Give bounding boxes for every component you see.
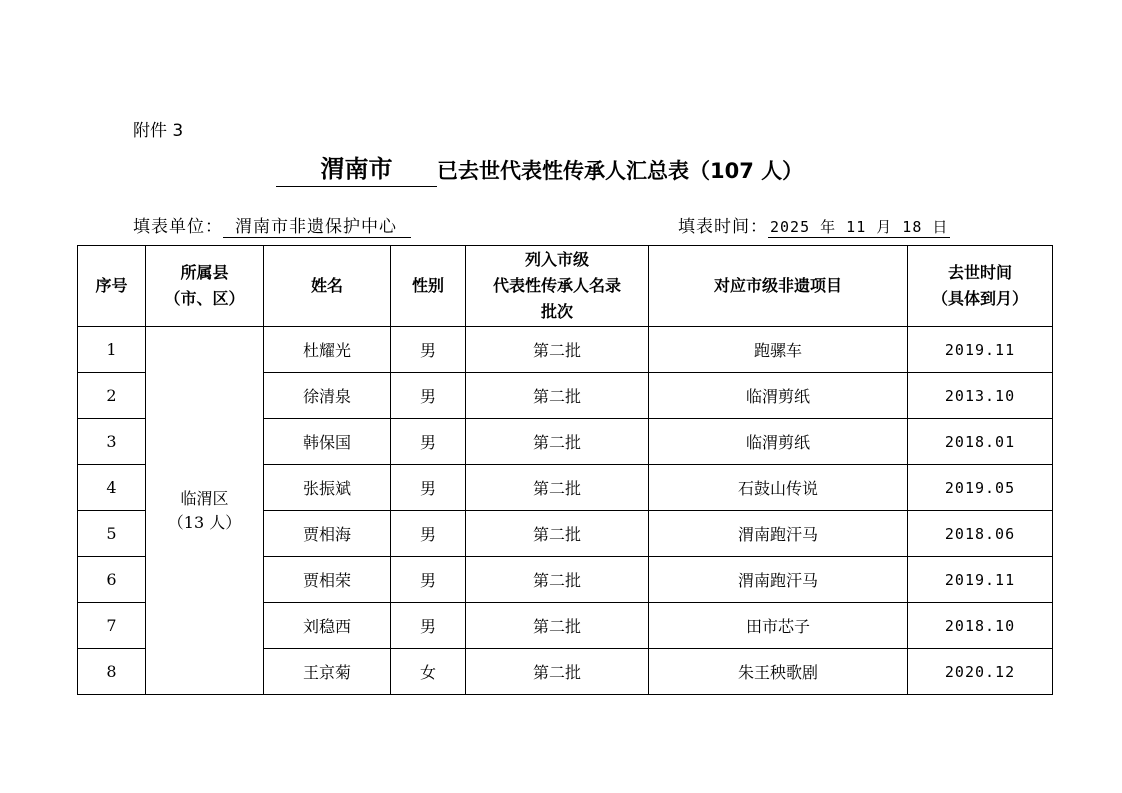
- fill-unit-label: 填表单位：: [133, 217, 223, 237]
- cell-seq: 4: [78, 465, 146, 511]
- cell-gender: 男: [391, 373, 466, 419]
- county-count: （13 人）: [167, 512, 242, 532]
- cell-seq: 6: [78, 557, 146, 603]
- cell-batch: 第二批: [466, 511, 649, 557]
- cell-name: 张振斌: [264, 465, 391, 511]
- cell-seq: 7: [78, 603, 146, 649]
- cell-project: 石鼓山传说: [649, 465, 908, 511]
- cell-gender: 男: [391, 557, 466, 603]
- cell-name: 王京菊: [264, 649, 391, 695]
- header-batch-line1: 列入市级: [524, 250, 589, 269]
- cell-seq: 2: [78, 373, 146, 419]
- cell-gender: 男: [391, 465, 466, 511]
- header-name: 姓名: [264, 246, 391, 327]
- cell-county: [146, 327, 264, 695]
- table-row: [78, 327, 1053, 373]
- cell-seq: 3: [78, 419, 146, 465]
- fill-time-value: 2025 年 11 月 18 日: [770, 218, 949, 236]
- cell-batch: 第二批: [466, 465, 649, 511]
- cell-batch: 第二批: [466, 373, 649, 419]
- cell-name: 刘稳西: [264, 603, 391, 649]
- fill-unit: [133, 212, 411, 238]
- header-county: [146, 246, 264, 327]
- cell-death: 2019.11: [908, 327, 1053, 373]
- cell-project: 跑骡车: [649, 327, 908, 373]
- fill-time-label: 填表时间：: [678, 217, 768, 237]
- header-project: 对应市级非遗项目: [649, 246, 908, 327]
- header-death-line1: 去世时间: [947, 263, 1012, 282]
- cell-batch: 第二批: [466, 557, 649, 603]
- cell-death: 2019.05: [908, 465, 1053, 511]
- header-death-line2: （具体到月）: [931, 289, 1028, 308]
- cell-death: 2018.01: [908, 419, 1053, 465]
- cell-gender: 男: [391, 511, 466, 557]
- cell-project: 田市芯子: [649, 603, 908, 649]
- table-header-row: [78, 246, 1053, 327]
- header-batch-line3: 批次: [540, 302, 573, 321]
- header-seq: 序号: [78, 246, 146, 327]
- cell-death: 2013.10: [908, 373, 1053, 419]
- header-county-line1: 所属县: [180, 263, 229, 282]
- cell-seq: 5: [78, 511, 146, 557]
- header-batch-line2: 代表性传承人名录: [492, 276, 621, 295]
- cell-name: 徐清泉: [264, 373, 391, 419]
- cell-batch: 第二批: [466, 603, 649, 649]
- header-gender: 性别: [391, 246, 466, 327]
- header-batch: [466, 246, 649, 327]
- fill-unit-value: 渭南市非遗保护中心: [223, 212, 411, 238]
- cell-project: 朱王秧歌剧: [649, 649, 908, 695]
- cell-gender: 男: [391, 327, 466, 373]
- header-county-line2: （市、区）: [164, 289, 245, 308]
- inheritors-table: [77, 245, 1053, 695]
- title-text: 已去世代表性传承人汇总表（107 人）: [437, 159, 804, 183]
- cell-death: 2019.11: [908, 557, 1053, 603]
- cell-gender: 女: [391, 649, 466, 695]
- cell-batch: 第二批: [466, 327, 649, 373]
- title-city: 渭南市: [276, 152, 437, 187]
- cell-gender: 男: [391, 419, 466, 465]
- fill-time: [678, 212, 950, 238]
- cell-name: 杜耀光: [264, 327, 391, 373]
- county-name: 临渭区: [180, 488, 229, 508]
- document-title: [276, 152, 856, 192]
- attachment-label: 附件 3: [133, 121, 184, 141]
- header-death: [908, 246, 1053, 327]
- cell-name: 贾相荣: [264, 557, 391, 603]
- cell-seq: 8: [78, 649, 146, 695]
- cell-project: 临渭剪纸: [649, 419, 908, 465]
- cell-project: 渭南跑汗马: [649, 511, 908, 557]
- cell-death: 2020.12: [908, 649, 1053, 695]
- cell-seq: 1: [78, 327, 146, 373]
- cell-name: 韩保国: [264, 419, 391, 465]
- cell-batch: 第二批: [466, 419, 649, 465]
- cell-project: 渭南跑汗马: [649, 557, 908, 603]
- cell-name: 贾相海: [264, 511, 391, 557]
- cell-batch: 第二批: [466, 649, 649, 695]
- cell-death: 2018.10: [908, 603, 1053, 649]
- cell-project: 临渭剪纸: [649, 373, 908, 419]
- cell-death: 2018.06: [908, 511, 1053, 557]
- cell-gender: 男: [391, 603, 466, 649]
